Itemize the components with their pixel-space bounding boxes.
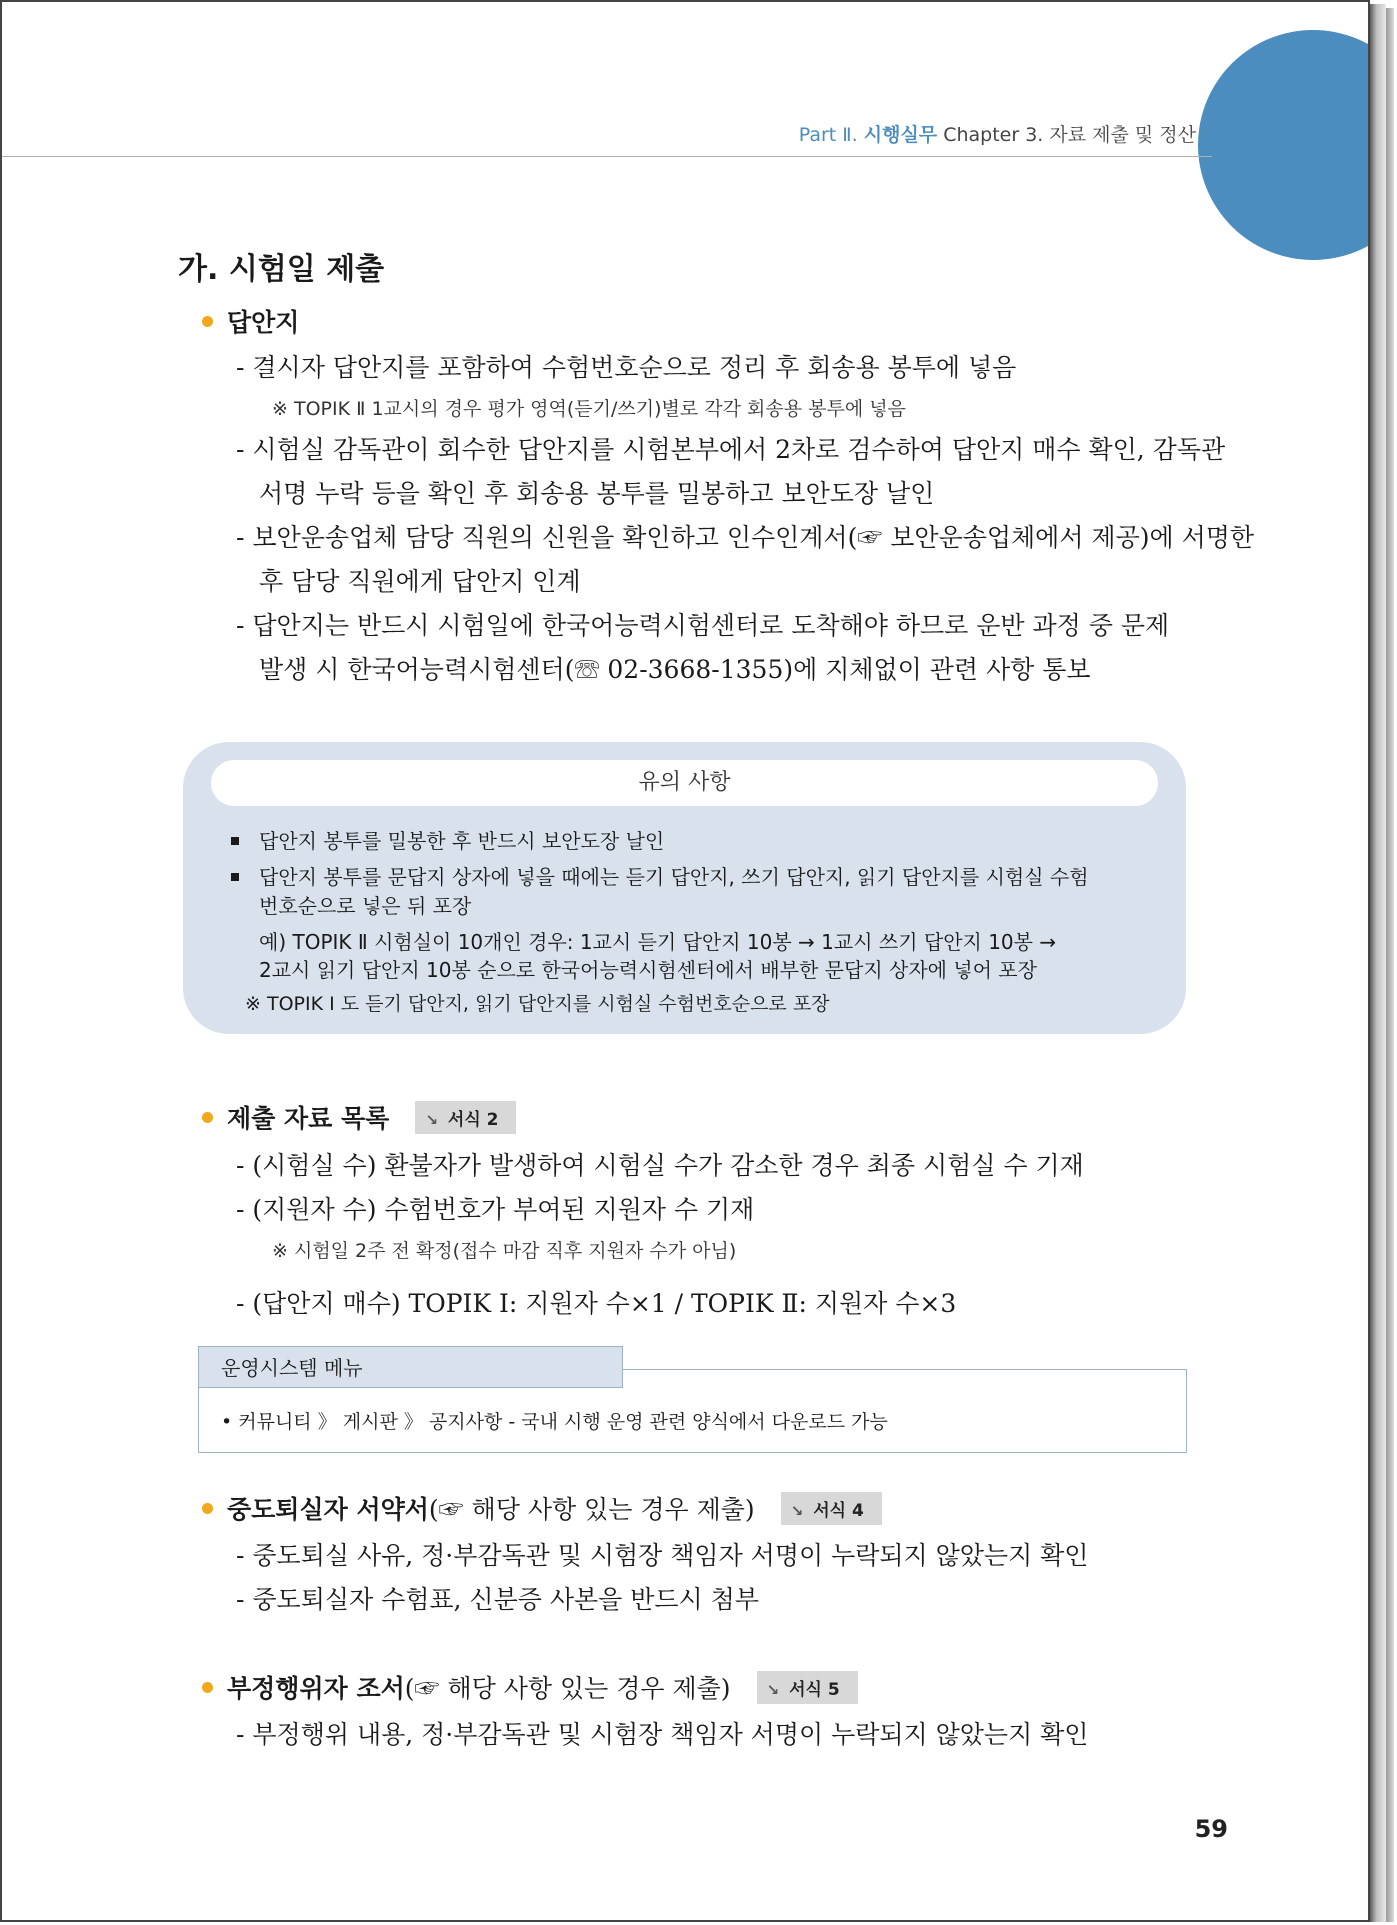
submission-list-note: ※ 시험일 2주 전 확정(접수 마감 직후 지원자 수가 아님) — [272, 1240, 737, 1262]
submission-list-item: - (시험실 수) 환불자가 발생하여 시험실 수가 감소한 경우 최종 시험실 수 기재 — [236, 1151, 1084, 1180]
header-part-title: 시행실무 — [863, 124, 938, 146]
section-title: 가. 시험일 제출 — [178, 252, 385, 287]
arrow-icon: ↘ — [425, 1110, 438, 1129]
caution-example-cont: 2교시 읽기 답안지 10봉 순으로 한국어능력시험센터에서 배부한 문답지 상자에 넣어 포장 — [259, 958, 1037, 982]
arrow-icon: ↘ — [790, 1501, 804, 1520]
submission-list-item: - (답안지 매수) TOPIK Ⅰ: 지원자 수×1 / TOPIK Ⅱ: 지원자 수×3 — [236, 1289, 957, 1318]
withdrawal-heading: 중도퇴실자 서약서(☞ 해당 사항 있는 경우 제출) ↘ 서식 4 — [202, 1490, 882, 1528]
form-tag[interactable]: ↘ 서식 5 — [757, 1671, 858, 1704]
answer-sheet-item-cont: 발생 시 한국어능력시험센터(☏ 02-3668-1355)에 지체없이 관련 사항 통보 — [259, 655, 1091, 684]
answer-sheet-note: ※ TOPIK Ⅱ 1교시의 경우 평가 영역(듣기/쓰기)별로 각각 회송용 봉투에 넣음 — [272, 398, 906, 420]
bullet-dot-icon — [202, 1682, 213, 1693]
withdrawal-item: - 중도퇴실 사유, 정·부감독관 및 시험장 책임자 서명이 누락되지 않았는지 확인 — [236, 1541, 1089, 1570]
square-bullet-icon — [231, 873, 239, 881]
square-bullet-icon — [231, 837, 239, 845]
header-rule — [2, 156, 1212, 157]
bullet-dot-icon — [202, 316, 213, 327]
page-edge-shadow — [1370, 4, 1386, 1922]
system-menu-path: • 커뮤니티 》 게시판 》 공지사항 - 국내 시행 운영 관련 양식에서 다운로드 가능 — [221, 1411, 888, 1433]
caution-item: 답안지 봉투를 문답지 상자에 넣을 때에는 듣기 답안지, 쓰기 답안지, 읽기 답안지를 시험실 수험 — [231, 863, 1089, 892]
caution-title: 유의 사항 — [211, 760, 1158, 806]
answer-sheet-item: - 결시자 답안지를 포함하여 수험번호순으로 정리 후 회송용 봉투에 넣음 — [236, 353, 1017, 382]
answer-sheet-item: - 답안지는 반드시 시험일에 한국어능력시험센터로 도착해야 하므로 운반 과정 중 문제 — [236, 611, 1170, 640]
misconduct-heading: 부정행위자 조서(☞ 해당 사항 있는 경우 제출) ↘ 서식 5 — [202, 1669, 858, 1707]
answer-sheet-item: - 보안운송업체 담당 직원의 신원을 확인하고 인수인계서(☞ 보안운송업체에서 제공)에 서명한 — [236, 523, 1255, 552]
submission-list-heading: 제출 자료 목록 ↘ 서식 2 — [202, 1099, 516, 1137]
corner-decoration — [1198, 30, 1370, 260]
submission-list-item: - (지원자 수) 수험번호가 부여된 지원자 수 기재 — [236, 1195, 755, 1224]
caution-item: 답안지 봉투를 밀봉한 후 반드시 보안도장 날인 — [231, 827, 664, 856]
header-part: Part Ⅱ. — [798, 124, 858, 146]
header-chapter: Chapter 3. 자료 제출 및 정산 — [943, 124, 1196, 146]
withdrawal-item: - 중도퇴실자 수험표, 신분증 사본을 반드시 첨부 — [236, 1585, 759, 1614]
misconduct-item: - 부정행위 내용, 정·부감독관 및 시험장 책임자 서명이 누락되지 않았는지 확인 — [236, 1720, 1089, 1749]
caution-box — [183, 742, 1186, 1034]
bullet-dot-icon — [202, 1503, 213, 1514]
running-header — [799, 120, 1196, 147]
form-tag[interactable]: ↘ 서식 2 — [415, 1101, 516, 1134]
form-tag[interactable]: ↘ 서식 4 — [781, 1492, 882, 1525]
page-edge-shadow — [1386, 8, 1394, 1922]
answer-sheet-item: - 시험실 감독관이 회수한 답안지를 시험본부에서 2차로 검수하여 답안지 매수 확인, 감독관 — [236, 435, 1226, 464]
bullet-dot-icon — [202, 1112, 213, 1123]
page-number: 59 — [1194, 1815, 1228, 1843]
caution-note: ※ TOPIK I 도 듣기 답안지, 읽기 답안지를 시험실 수험번호순으로 포장 — [245, 993, 830, 1015]
caution-item-cont: 번호순으로 넣은 뒤 포장 — [259, 894, 472, 918]
caution-example: 예) TOPIK Ⅱ 시험실이 10개인 경우: 1교시 듣기 답안지 10봉 → 1교시 쓰기 답안지 10봉 → — [259, 930, 1057, 954]
answer-sheet-item-cont: 후 담당 직원에게 답안지 인계 — [259, 567, 581, 596]
answer-sheet-item-cont: 서명 누락 등을 확인 후 회송용 봉투를 밀봉하고 보안도장 날인 — [259, 479, 935, 508]
arrow-icon: ↘ — [766, 1680, 780, 1699]
answer-sheet-heading: 답안지 — [202, 303, 299, 339]
system-menu-label: 운영시스템 메뉴 — [198, 1346, 623, 1388]
